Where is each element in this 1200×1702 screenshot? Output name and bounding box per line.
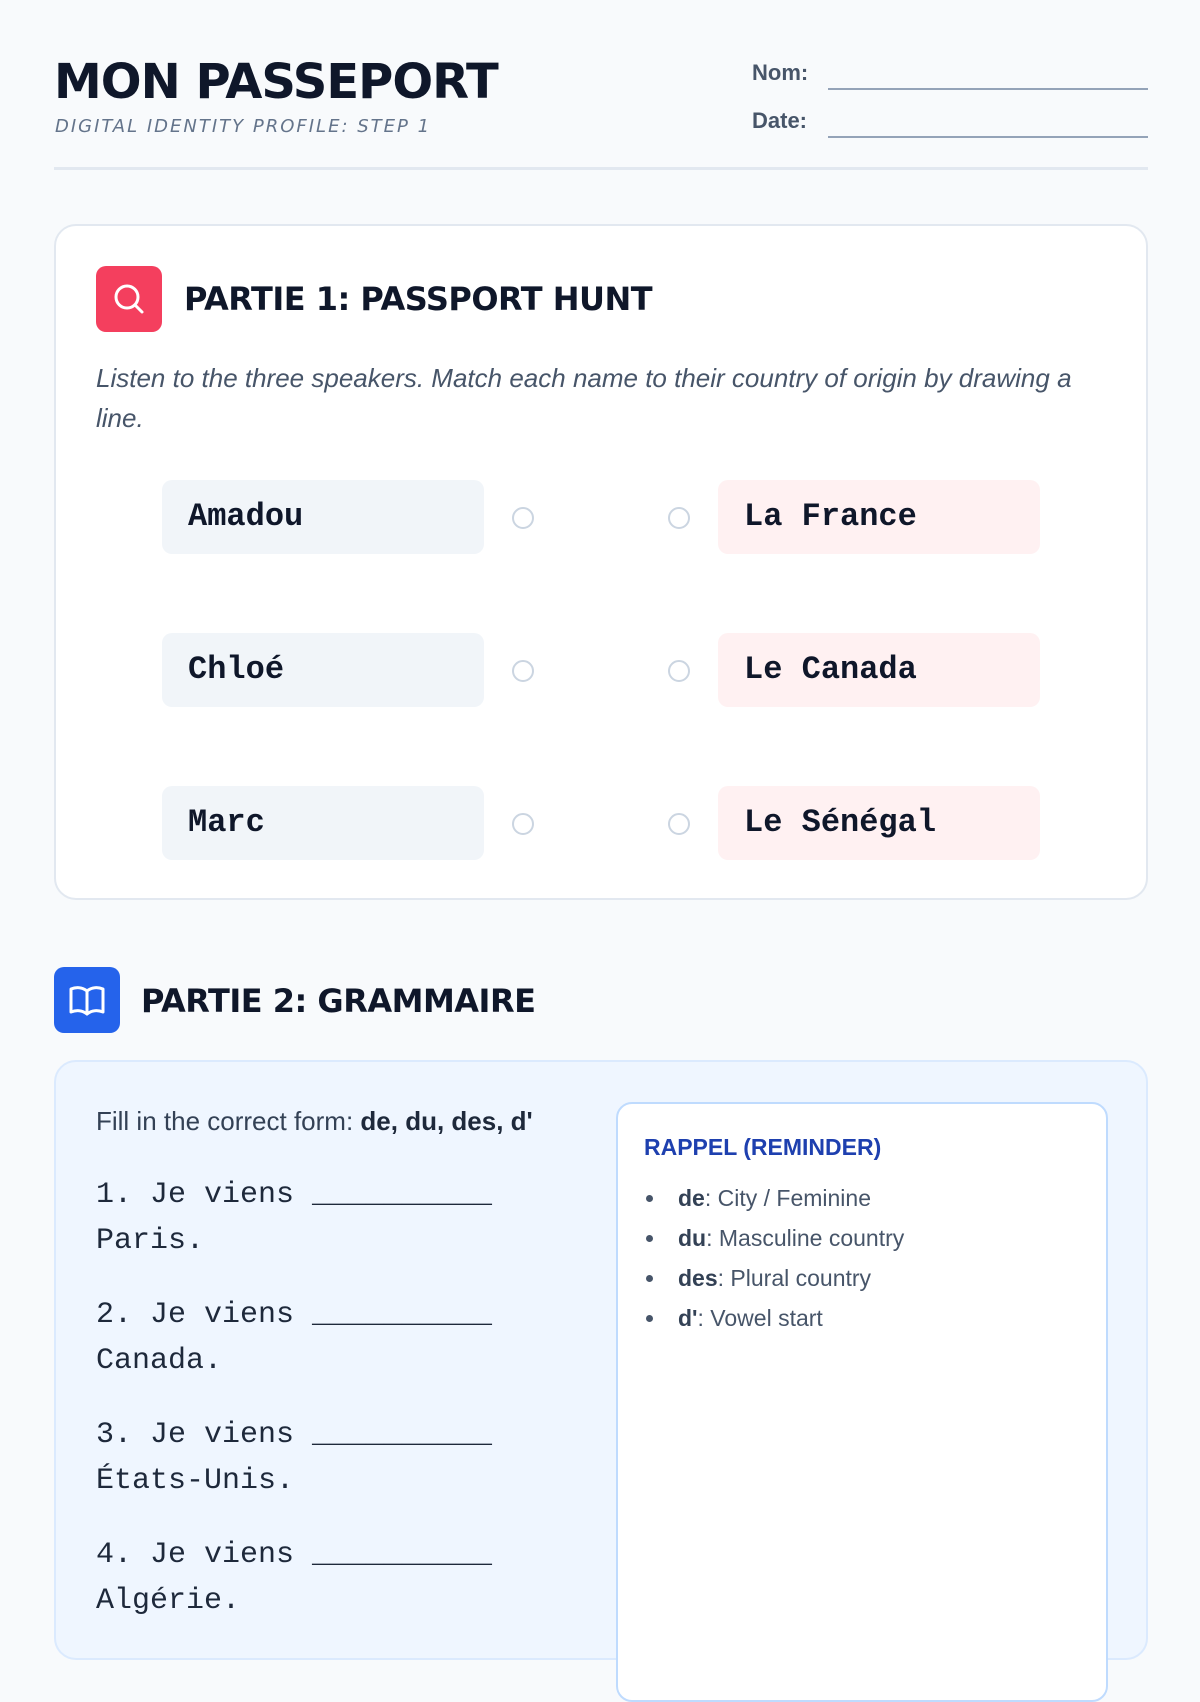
worksheet-header <box>54 50 1148 170</box>
part2-header <box>54 966 1148 1036</box>
part2-card <box>54 1060 1148 1660</box>
match-country-item: La France <box>718 480 1040 554</box>
exercise-item: 3. Je viens __________ États-Unis. <box>96 1418 493 1498</box>
connector-dot-right[interactable] <box>668 507 690 529</box>
page-title: MON PASSEPORT <box>54 54 498 110</box>
part1-title: PARTIE 1: PASSPORT HUNT <box>184 280 653 318</box>
reminder-item <box>644 1258 904 1298</box>
reminder-term: des <box>678 1265 718 1291</box>
exercise-item: 1. Je viens __________ Paris. <box>96 1178 493 1258</box>
match-name-item: Chloé <box>162 633 484 707</box>
name-field <box>752 56 1148 96</box>
name-label: Nom: <box>752 60 809 85</box>
page-subtitle: DIGITAL IDENTITY PROFILE: STEP 1 <box>55 116 432 137</box>
exercise-item: 2. Je viens __________ Canada. <box>96 1298 493 1378</box>
reminder-desc: : City / Feminine <box>704 1185 871 1211</box>
part1-instructions: Listen to the three speakers. Match each name to their country of origin by drawing a line. <box>96 363 1072 433</box>
fill-instructions <box>96 1106 533 1137</box>
fill-instruction-forms: de, du, des, d' <box>360 1106 533 1136</box>
name-blank-line[interactable] <box>828 88 1148 90</box>
fill-instruction-text: Fill in the correct form: <box>96 1106 361 1136</box>
reminder-item <box>644 1298 904 1338</box>
reminder-desc: : Masculine country <box>706 1225 905 1251</box>
date-blank-line[interactable] <box>828 136 1148 138</box>
reminder-title: RAPPEL (REMINDER) <box>644 1134 882 1160</box>
part1-card <box>54 224 1148 900</box>
search-icon <box>96 266 162 332</box>
reminder-item <box>644 1218 904 1258</box>
connector-dot-left[interactable] <box>512 660 534 682</box>
connector-dot-left[interactable] <box>512 813 534 835</box>
connector-dot-right[interactable] <box>668 660 690 682</box>
date-label: Date: <box>752 108 808 133</box>
match-country-item: Le Sénégal <box>718 786 1040 860</box>
reminder-term: du <box>678 1225 707 1251</box>
reminder-desc: : Plural country <box>717 1265 872 1291</box>
match-name-item: Amadou <box>162 480 484 554</box>
reminder-box <box>616 1102 1108 1702</box>
reminder-item <box>644 1178 904 1218</box>
part2-title: PARTIE 2: GRAMMAIRE <box>141 982 536 1020</box>
match-name-item: Marc <box>162 786 484 860</box>
exercise-item: 4. Je viens __________ Algérie. <box>96 1538 493 1618</box>
book-icon <box>54 967 120 1033</box>
reminder-desc: : Vowel start <box>697 1305 823 1331</box>
reminder-term: de <box>678 1185 705 1211</box>
connector-dot-right[interactable] <box>668 813 690 835</box>
date-field <box>752 104 1148 144</box>
connector-dot-left[interactable] <box>512 507 534 529</box>
reminder-list <box>644 1178 904 1338</box>
reminder-term: d' <box>678 1305 698 1331</box>
match-country-item: Le Canada <box>718 633 1040 707</box>
